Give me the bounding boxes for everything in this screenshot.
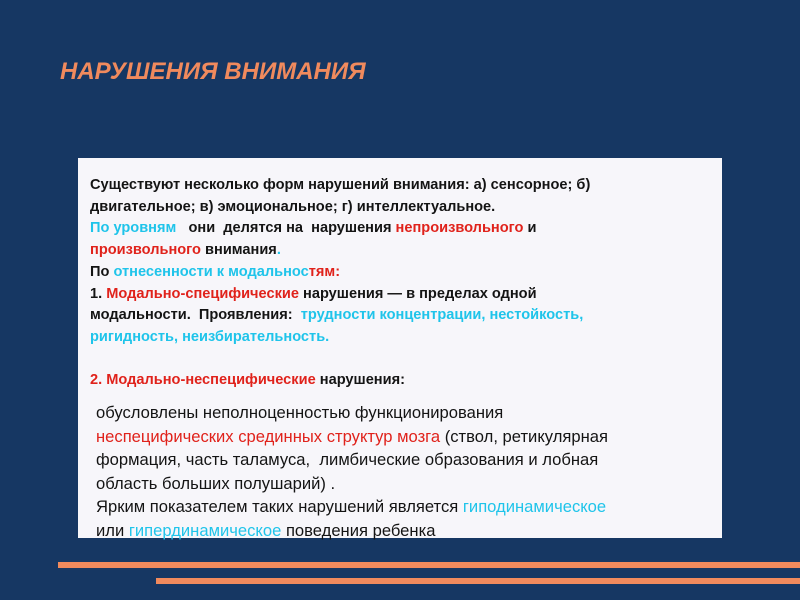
text-span: поведения ребенка	[281, 520, 436, 540]
text-line: двигательное; в) эмоциональное; г) интеллектуальное.	[90, 198, 496, 215]
decorative-bar	[58, 562, 800, 568]
text-line	[90, 370, 730, 392]
text-span: По	[90, 263, 114, 280]
text-line	[90, 305, 730, 327]
text-line: обусловлены неполноценностью функционирования	[96, 403, 504, 422]
text-span: они делятся на нарушения	[176, 220, 396, 237]
decorative-bar	[156, 578, 800, 584]
text-span: нарушения — в пределах одной	[298, 285, 537, 302]
text-span: нарушения:	[315, 371, 405, 388]
text-line: область больших полушарий) .	[96, 473, 336, 493]
highlight-red: Модально-специфические	[106, 285, 299, 302]
highlight-blue: По уровням	[90, 220, 177, 237]
slide-title: НАРУШЕНИЯ ВНИМАНИЯ	[60, 58, 366, 85]
text-line	[96, 425, 726, 449]
highlight-red: неспецифических срединных структур мозга	[96, 426, 441, 446]
text-span: внимания	[200, 242, 277, 259]
text-span: (ствол, ретикулярная	[440, 426, 608, 446]
classification-text	[90, 175, 730, 391]
highlight-red: тям:	[308, 263, 341, 280]
text-line	[96, 519, 726, 543]
text-span: Ярким показателем таких нарушений является	[96, 497, 463, 516]
text-line	[90, 218, 730, 240]
highlight-blue: .	[276, 242, 281, 259]
highlight-blue: трудности концентрации, нестойкость,	[300, 307, 584, 324]
text-line: ригидность, неизбирательность.	[90, 328, 330, 345]
highlight-blue: отнесенности к модальнос	[113, 263, 309, 280]
text-line	[96, 495, 726, 519]
text-span: модальности. Проявления:	[90, 307, 301, 324]
text-line	[90, 240, 730, 262]
text-span: 1.	[90, 285, 107, 302]
highlight-red: непроизвольного	[395, 220, 524, 237]
text-span: и	[523, 220, 537, 237]
highlight-red: произвольного	[90, 242, 201, 259]
text-line: Существуют несколько форм нарушений внимания: а) сенсорное; б)	[90, 177, 591, 193]
explanation-text	[96, 401, 726, 542]
spacer	[90, 349, 730, 370]
text-span: или	[96, 520, 129, 540]
text-line: формация, часть таламуса, лимбические образования и лобная	[96, 450, 599, 469]
highlight-red: 2. Модально-неспецифические	[90, 371, 316, 388]
text-line	[90, 262, 730, 284]
highlight-blue: гипердинамическое	[128, 520, 282, 540]
highlight-blue: гиподинамическое	[462, 497, 607, 516]
text-line	[90, 284, 730, 306]
